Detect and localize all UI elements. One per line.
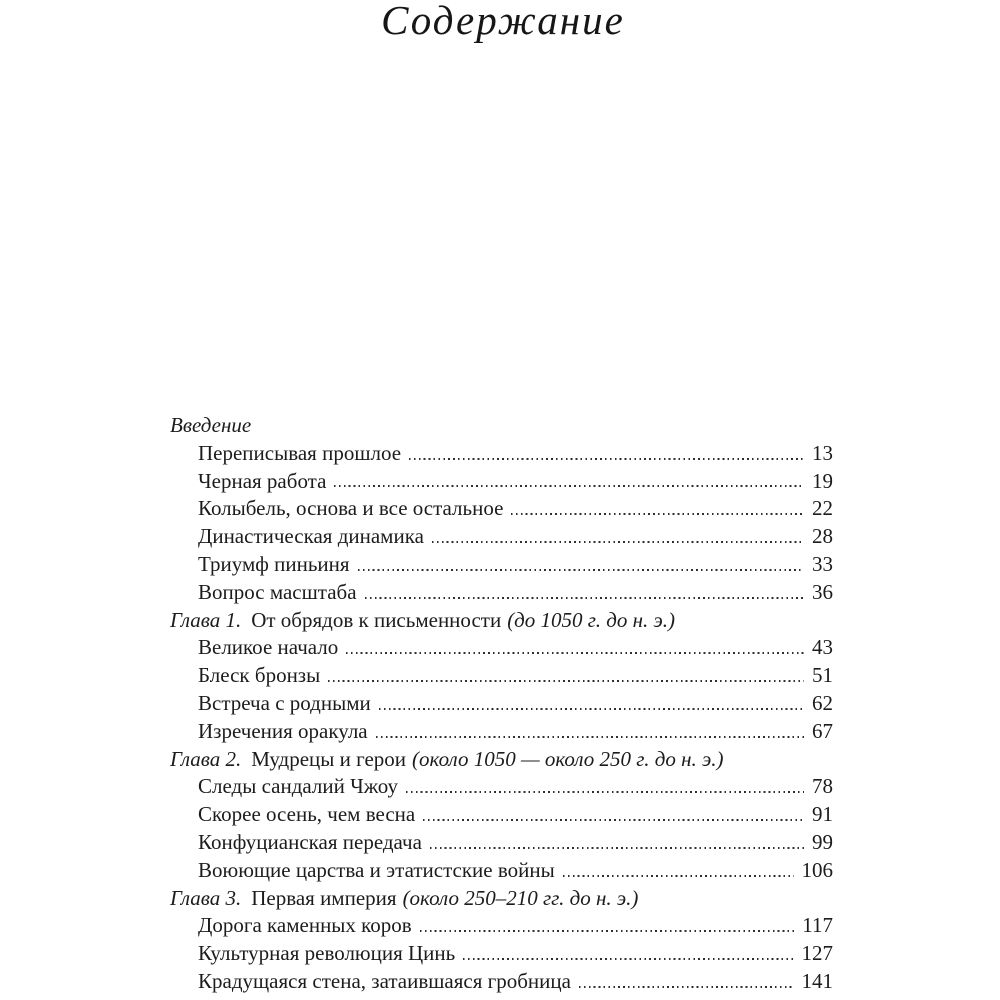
dot-leader-line: [379, 708, 804, 710]
toc-entry: [170, 801, 833, 829]
toc-entry-label: Вопрос масштаба: [198, 579, 357, 604]
toc-heading-suffix: (около 1050 — около 250 г. до н. э.): [412, 746, 724, 771]
toc-entry-label: Колыбель, основа и все остальное: [198, 496, 504, 521]
dot-leader-line: [358, 569, 804, 571]
toc-heading-title: Первая империя: [251, 885, 397, 910]
toc-section-heading: [170, 412, 833, 440]
toc-entry: [170, 829, 833, 857]
toc-entry-page-number: 99: [812, 829, 833, 854]
dot-leader-line: [346, 652, 804, 654]
toc-entry-page-number: 22: [812, 496, 833, 521]
toc-entry-label: Изречения оракула: [198, 718, 368, 743]
dot-leader-line: [423, 819, 804, 821]
toc-entry-label: Скорее осень, чем весна: [198, 802, 416, 827]
toc-entry-label: Дорога каменных коров: [198, 913, 412, 938]
toc-section-heading: [170, 607, 833, 635]
toc-entry-page-number: 13: [812, 440, 833, 465]
toc-entry-page-number: 19: [812, 468, 833, 493]
toc-entry: [170, 495, 833, 523]
toc-entry: [170, 440, 833, 468]
toc-heading-prefix: Глава 1.: [170, 607, 242, 632]
toc-entry-page-number: 141: [801, 968, 833, 993]
toc-entry: [170, 968, 833, 996]
toc-entry: [170, 468, 833, 496]
dot-leader-line: [328, 680, 804, 682]
dot-leader-line: [579, 986, 794, 988]
toc-heading-title: Мудрецы и герои: [251, 746, 407, 771]
toc-heading-suffix: (до 1050 г. до н. э.): [507, 607, 676, 632]
toc-entry-page-number: 33: [812, 551, 833, 576]
toc-entry: [170, 773, 833, 801]
dot-leader-line: [406, 791, 804, 793]
toc-entry-label: Черная работа: [198, 468, 327, 493]
toc-entry: [170, 912, 833, 940]
toc-entry: [170, 940, 833, 968]
toc-heading-prefix: Глава 2.: [170, 746, 242, 771]
toc-heading-prefix: Глава 3.: [170, 885, 242, 910]
toc-entry: [170, 857, 833, 885]
dot-leader-line: [420, 930, 795, 932]
dot-leader-line: [365, 597, 804, 599]
toc-entry-label: Конфуцианская передача: [198, 829, 422, 854]
toc-entry-page-number: 62: [812, 690, 833, 715]
toc-entry-page-number: 67: [812, 718, 833, 743]
toc-entry-page-number: 91: [812, 802, 833, 827]
toc-entry-page-number: 43: [812, 635, 833, 660]
toc-entry-label: Триумф пиньиня: [198, 551, 350, 576]
toc-entry-label: Блеск бронзы: [198, 663, 321, 688]
toc-entry-label: Династическая динамика: [198, 524, 424, 549]
dot-leader-line: [409, 458, 804, 460]
dot-leader-line: [463, 958, 793, 960]
toc-entry-page-number: 28: [812, 524, 833, 549]
toc-entry: [170, 523, 833, 551]
toc-heading-suffix: (около 250–210 гг. до н. э.): [402, 885, 639, 910]
toc-entry-label: Воюющие царства и этатистские войны: [198, 857, 555, 882]
toc-entry-page-number: 36: [812, 579, 833, 604]
dot-leader-line: [432, 541, 804, 543]
toc-entry-label: Переписывая прошлое: [198, 440, 402, 465]
toc-entry: [170, 551, 833, 579]
toc-entry-page-number: 117: [802, 913, 833, 938]
toc-entry-label: Следы сандалий Чжоу: [198, 774, 398, 799]
dot-leader-line: [511, 513, 804, 515]
toc-entry: [170, 579, 833, 607]
toc-heading-prefix: Введение: [170, 413, 252, 437]
toc-entry: [170, 690, 833, 718]
toc-heading-title: От обрядов к письменности: [251, 607, 502, 632]
toc-section-heading: [170, 885, 833, 913]
toc-entry-label: Крадущаяся стена, затаившаяся гробница: [198, 968, 571, 993]
toc-entry-page-number: 51: [812, 663, 833, 688]
toc: [170, 412, 833, 996]
toc-entry-label: Встреча с родными: [198, 690, 371, 715]
toc-section-heading: [170, 746, 833, 774]
toc-entry-page-number: 78: [812, 774, 833, 799]
dot-leader-line: [563, 875, 794, 877]
page-title: Содержание: [381, 0, 625, 43]
toc-entry: [170, 634, 833, 662]
dot-leader-line: [430, 847, 804, 849]
dot-leader-line: [376, 736, 804, 738]
toc-entry-page-number: 106: [801, 857, 833, 882]
dot-leader-line: [334, 485, 804, 487]
toc-entry-label: Великое начало: [198, 635, 339, 660]
toc-entry-label: Культурная революция Цинь: [198, 941, 456, 966]
toc-entry: [170, 662, 833, 690]
toc-entry-page-number: 127: [801, 941, 833, 966]
toc-entry: [170, 718, 833, 746]
